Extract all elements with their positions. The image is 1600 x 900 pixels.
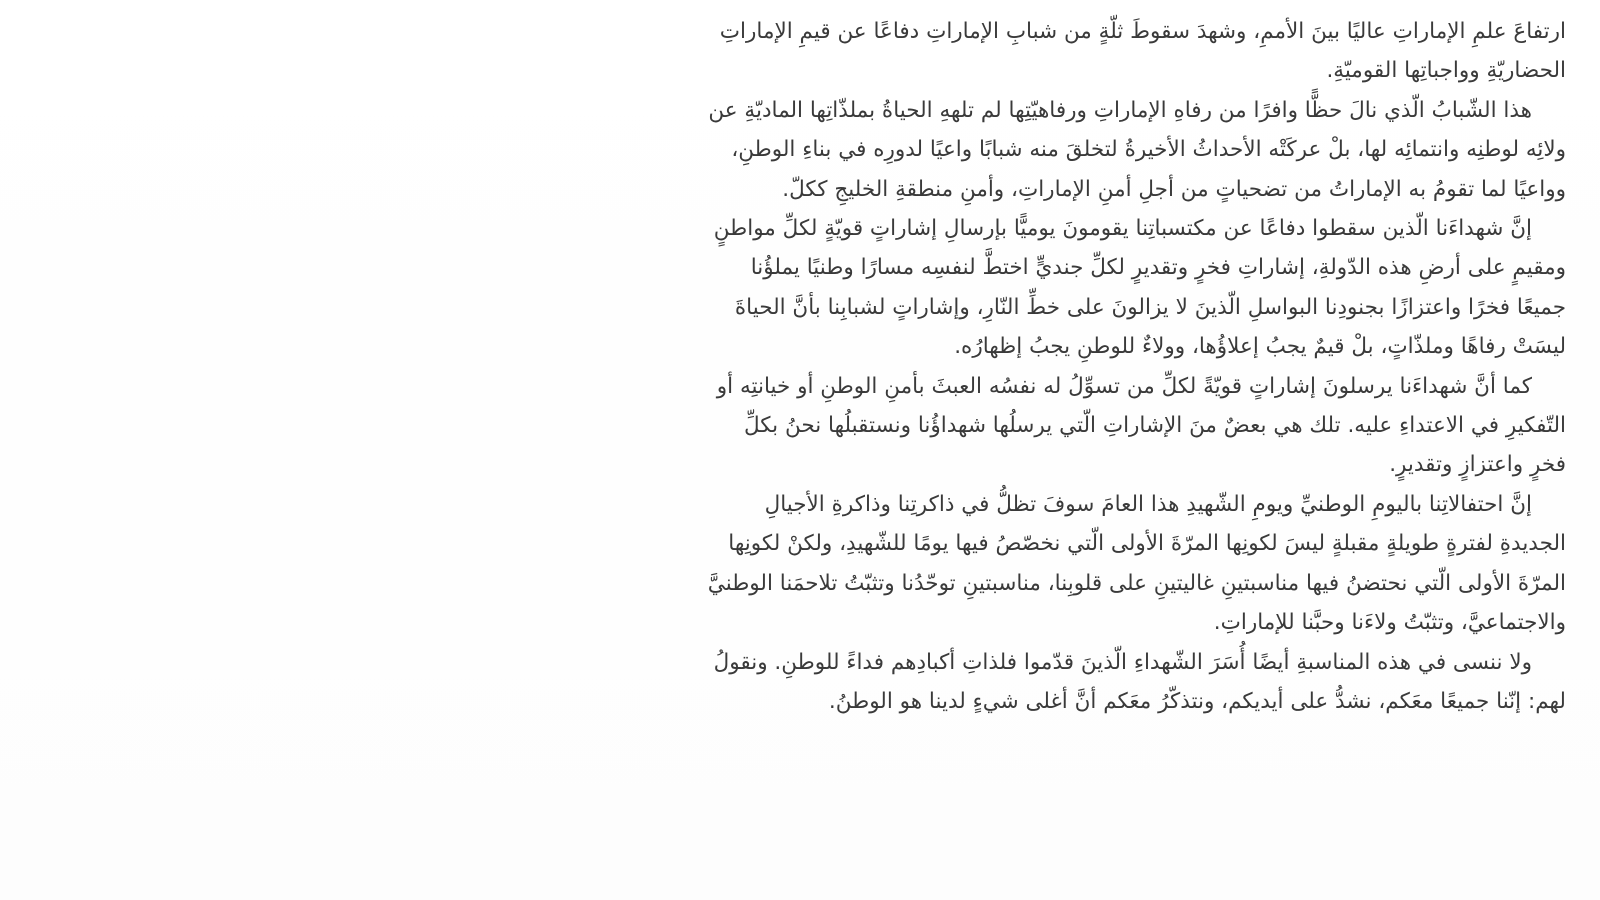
- text-line: فخرٍ واعتزازٍ وتقديرٍ.: [1389, 452, 1566, 478]
- text-line: ومقيمٍ على أرضِ هذه الدّولةِ، إشاراتِ فخرٍ وتقديرٍ لكلِّ جنديٍّ اختطَّ لنفسِه مسارًا وطنيًا يملؤُنا: [750, 255, 1566, 281]
- text-line: جميعًا فخرًا واعتزازًا بجنودِنا البواسلِ الّذينَ لا يزالونَ على خطِّ النّارِ، وإشاراتٍ لشبابِنا بأنَّ الحياةَ: [734, 294, 1566, 320]
- text-line: إنَّ شهداءَنا الّذين سقطوا دفاعًا عن مكتسباتِنا يقومونَ يوميًّا بإرسالِ إشاراتٍ قويّةٍ لكلِّ مواطنٍ: [713, 216, 1532, 242]
- article-body: [40, 0, 1566, 721]
- paragraph-1: [40, 12, 1566, 91]
- text-line: الحضاريّةِ وواجباتِها القوميّةِ.: [1326, 58, 1566, 84]
- text-line: إنَّ احتفالاتِنا باليومِ الوطنيِّ ويومِ الشّهيدِ هذا العامَ سوفَ تظلُّ في ذاكرتِنا وذاكرةِ الأجيالِ: [764, 491, 1532, 517]
- text-line: لهم: إنّنا جميعًا معَكم، نشدُّ على أيديكم، ونتذكّرُ معَكم أنَّ أغلى شيءٍ لدينا هو الوطنُ.: [828, 688, 1566, 714]
- text-line: الجديدةِ لفترةٍ طويلةٍ مقبلةٍ ليسَ لكونِها المرّةَ الأولى الّتي نخصّصُ فيها يومًا للشّهيدِ، ولكنْ لكونِها: [728, 531, 1566, 557]
- text-line: هذا الشّبابُ الّذي نالَ حظًّا وافرًا من رفاهِ الإماراتِ ورفاهيّتِها لم تلههِ الحياةُ بملذّاتِها الماديّةِ عن: [708, 97, 1532, 123]
- text-line: التّفكيرِ في الاعتداءِ عليه. تلك هي بعضٌ منَ الإشاراتِ الّتي يرسلُها شهداؤُنا ونستقبلُها نحنُ بكلِّ: [744, 413, 1566, 439]
- text-line: ولائِه لوطنِه وانتمائِه لها، بلْ عركَتْه الأحداثُ الأخيرةُ لتخلقَ منه شبابًا واعيًا لدورِه في بناءِ الوطنِ،: [731, 137, 1566, 163]
- text-line: وواعيًا لما تقومُ به الإماراتُ من تضحياتٍ من أجلِ أمنِ الإماراتِ، وأمنِ منطقةِ الخليجِ ككلّ.: [782, 176, 1566, 202]
- text-line: ولا ننسى في هذه المناسبةِ أيضًا أُسَرَ الشّهداءِ الّذينَ قدّموا فلذاتِ أكبادِهم فداءً للوطنِ. ونقولُ: [713, 649, 1532, 675]
- text-line: المرّةَ الأولى الّتي نحتضنُ فيها مناسبتينِ غاليتينِ على قلوبِنا، مناسبتينِ توحّدُنا وتثبّتُ تلاحمَنا الوطنيَّ: [707, 570, 1566, 596]
- text-line: ارتفاعَ علمِ الإماراتِ عاليًا بينَ الأممِ، وشهدَ سقوطَ ثلّةٍ من شبابِ الإماراتِ دفاعًا عن قيمِ الإماراتِ: [719, 19, 1566, 44]
- text-line: كما أنَّ شهداءَنا يرسلونَ إشاراتٍ قويّةً لكلِّ من تسوِّلُ له نفسُه العبثَ بأمنِ الوطنِ أو خيانتِه أو: [716, 373, 1532, 399]
- paragraph-4: [40, 367, 1566, 485]
- paragraph-3: [40, 209, 1566, 367]
- text-line: والاجتماعيَّ، وتثبّتُ ولاءَنا وحبَّنا للإماراتِ.: [1213, 610, 1566, 636]
- paragraph-5: [40, 485, 1566, 643]
- paragraph-2: [40, 91, 1566, 209]
- paragraph-6: [40, 643, 1566, 722]
- text-line: ليسَتْ رفاهًا وملذّاتٍ، بلْ قيمٌ يجبُ إعلاؤُها، وولاءٌ للوطنِ يجبُ إظهارُه.: [954, 334, 1566, 360]
